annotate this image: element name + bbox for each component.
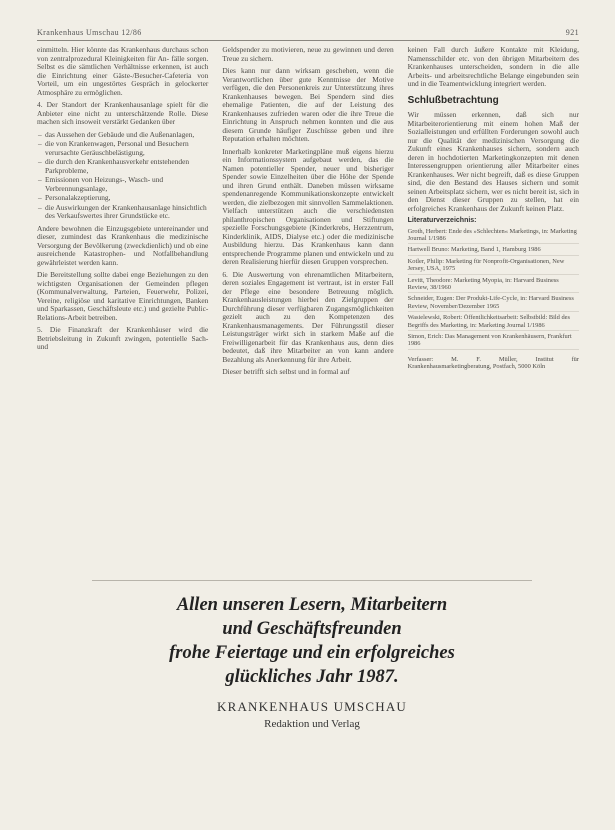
paragraph: Innerhalb konkreter Marketingpläne muß eigens hierzu ein Informationssystem aufgebaut werden, das die Namen potentieller Spender, neuer und bisheriger Spender sowie Einzelheiten über die Höhe der Spende und ihren Grund enthält. Daneben müssen wirksame spendenanregende Kommunikationskonzepte entwickelt werden, die zielbezogen mit sinnvollen Sammelaktionen. Vielfach unterstützen auch die verschiedensten philanthropischen Organisationen und Stiftungen spezielle Forschungsgebiete (Kinderkrebs, Herzzentrum, Kinderklinik, AIDS, Dialyse etc.) oder die medizinische Ausbildung hierzu. Das Krankenhaus kann dann entsprechende Programme planen und entwickeln und zu deren Realisierung hierfür diesen Gruppen vorsprechen. [222,146,394,266]
greeting-line: glückliches Jahr 1987. [225,667,399,687]
journal-title: Krankenhaus Umschau 12/86 [37,28,142,37]
column-3 [408,46,579,381]
page-number: 921 [565,28,579,37]
bibliography-entry: Groth, Herbert: Ende des »Schlechten« Marketings, in: Marketing Journal 1/1986 [408,228,579,245]
paragraph: Dies kann nur dann wirksam geschehen, wenn die Verantwortlichen über gute Kenntnisse der Motive verfügen, die den Personenkreis zur Unterstützung ihres Krankenhauses bewegen. Bei Spendern sind dies ehemalige Patienten, die auf der Leistung des Krankenhauses zufrieden waren oder die ihre Treue die Einrichtung in Anspruch nehmen konnten und die aus diesem Grunde häufiger Zuschüsse geben und ihre Reputation erhalten möchten. [222,66,394,143]
publisher-department: Redaktion und Verlag [264,718,360,730]
concern-list [37,131,208,221]
bibliography-heading: Literaturverzeichnis: [407,217,477,224]
list-item: – die Auswirkungen der Krankenhausanlage hinsichtlich des Verkaufswertes ihrer Grundstücke etc. [45,204,208,221]
bibliography-entry: Kotler, Philip: Marketing für Nonprofit-Organisationen, New Jersey, USA, 1975 [408,258,579,275]
paragraph: keinen Fall durch äußere Kontakte mit Kleidung, Namensschilder etc. von den übrigen Mitarbeitern des Krankenhauses unterscheiden, sondern in die alle Arbeits- und arbeitsrechtliche Belange eingebunden sein und in die Teamentwicklung integriert werden. [407,45,579,88]
paragraph: 4. Der Standort der Krankenhausanlage spielt für die Anbieter eine nicht zu unterschätzende Rolle. Diese machen sich insoweit verstärkt Gedanken über [37,100,209,126]
bibliography-entry: Schneider, Eugen: Der Produkt-Life-Cycle, in: Harvard Business Review, November/Dezember 1965 [408,295,579,312]
paragraph: Wir müssen erkennen, daß sich nur Mitarbeiterorientierung mit einem hohen Maß der Sozialleistungen und erfüllten Forderungen sowohl auch nur die Qualität der medizinischen Versorgung die Zukunft eines Krankenhauses sichern, sondern auch deren in hochdotierten Marketingkonzepten mit denen Interessengruppen orientierung aller Mitarbeiter eines Krankenhauses. Wer nicht begreift, daß es diese Gruppen sind, die den Bestand des Hauses sichern und somit seinen Arbeitsplatz sichern, wer es nicht bereit ist, sich in den Dienst dieser Gruppen zu stellen, hat ein erfolgreiches Krankenhaus der Zukunft keinen Platz. [407,110,579,213]
paragraph: 6. Die Auswertung von ehrenamtlichen Mitarbeitern, deren soziales Engagement ist vertraut, ist in erster Fall der Pflege eine besondere Betreuung möglich. Krankenhausleistungen hierbei den Zielgruppen der Durchführung dieser verfügbaren Zugangsmöglichkeiten gezielt auch zu den Kompetenzen des Krankenhausmanagements. Der Führungsstil dieser Leistungsträger wirkt sich in starkem Maße auf die Freiwilligenarbeit für das Krankenhaus aus, denn dies bedeutet, daß ihre Mitarbeiter an von kann andere Bezahlung als Anerkennung für ihre Arbeit. [222,269,394,364]
article-columns [37,46,579,381]
greeting-line: frohe Feiertage und ein erfolgreiches [169,643,455,663]
paragraph: Die Bereitstellung sollte dabei enge Beziehungen zu den wichtigsten Organisationen der Gemeinden pflegen (Kommunalverwaltung, Parteien, Feuerwehr, Polizei, Vereine, religiöse und karitative Einrichtungen, Banken und Sparkassen, Geschäftsleute etc.) und gezielte Public-Relations-Arbeit betreiben. [37,270,209,322]
column-1 [37,46,208,381]
holiday-greeting-ad [92,580,532,730]
section-heading: Schlußbetrachtung [407,94,499,106]
list-item: – Personalakzeptierung, [45,194,208,203]
greeting-line: Allen unseren Lesern, Mitarbeitern [176,595,448,615]
list-item: – das Aussehen der Gebäude und die Außenanlagen, [45,131,208,140]
paragraph: Dieser betrifft sich selbst und in formal auf [222,367,350,376]
list-item: – Emissionen von Heizungs-, Wasch- und Verbrennungsanlage, [45,176,208,193]
publisher-name: KRANKENHAUS UMSCHAU [216,699,407,714]
list-item: – die von Krankenwagen, Personal und Besuchern verursachte Geräuschbelästigung, [45,140,208,157]
header-rule [37,40,579,41]
running-header [37,28,579,37]
column-2 [222,46,393,381]
bibliography-entry: Wasielewski, Robert: Öffentlichkeitsarbeit: Selbstbild: Bild des Begriffs des Marketing, in: Marketing Journal 1/1986 [408,314,579,331]
greeting-text [92,593,532,689]
bibliography-entry: Hartwell Bruno: Marketing, Band 1, Hamburg 1986 [408,246,579,255]
paragraph: Andere bewohnen die Einzugsgebiete untereinander und dieser, zumindest das Krankenhaus die medizinische Versorgung der Bevölkerung (zweckdienlich) und ob eine ausreichende Katastrophen- und Notfallbehandlung gewährleistet werden kann. [37,223,209,267]
paragraph: 5. Die Finanzkraft der Krankenhäuser wird die Betriebsleitung in Zukunft zwingen, potentielle Sach- und [37,325,209,351]
greeting-line: und Geschäftsfreunden [222,619,402,639]
author-note: Verfasser: M. F. Müller, Institut für Krankenhausmarketingberatung, Postfach, 5000 Köln [407,355,579,371]
bibliography-entry: Simon, Erich: Das Management von Krankenhäusern, Frankfurt 1986 [408,333,579,350]
list-item: – die durch den Krankenhausverkehr entstehenden Parkprobleme, [45,158,208,175]
paragraph: Geldspender zu motivieren, neue zu gewinnen und deren Treue zu sichern. [222,45,394,63]
paragraph: einmitteln. Hier könnte das Krankenhaus durchaus schon von zentralprozedural Kleinigkeiten für An- fälle sorgen. Selbst es die sämtlichen Verhältnisse erkennen, ist auch die Einrichtung einer Gäste-/Besucher-Cafeteria von Vorteil, um ein ungestörtes Gespräch in gelockerter Atmosphäre zu ermöglichen. [37,45,209,97]
bibliography-entry: Levitt, Theodore: Marketing Myopia, in: Harvard Business Review, 38/1960 [408,277,579,294]
